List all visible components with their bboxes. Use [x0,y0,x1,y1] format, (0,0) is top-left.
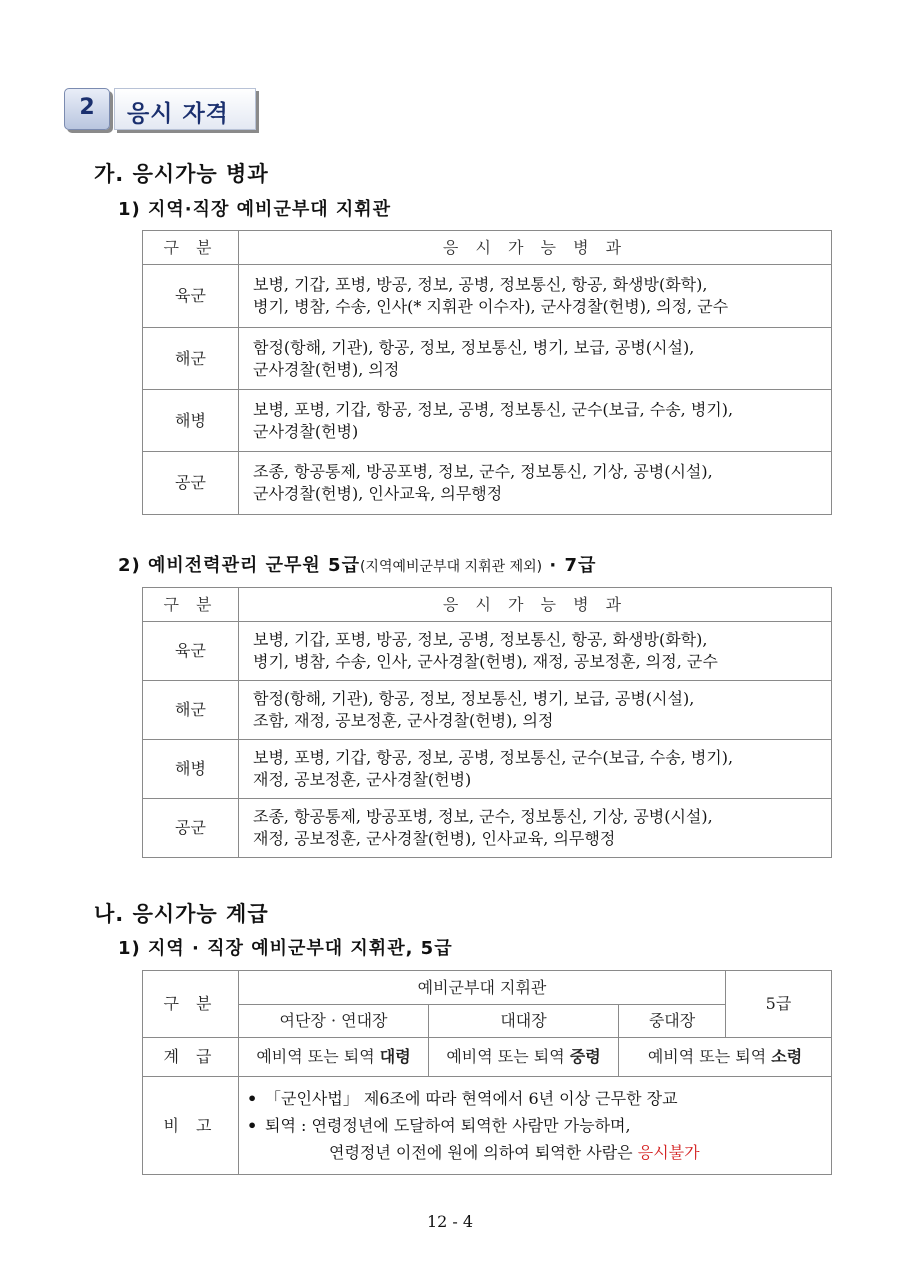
branch-list [239,681,832,740]
table-row [143,740,832,799]
branch-label: 해병 [143,740,239,799]
table3-sub-header-battalion: 대대장 [429,1005,619,1038]
rank-prefix: 예비역 또는 퇴역 [647,1047,772,1066]
branch-line: 병기, 병참, 수송, 인사, 군사경찰(헌병), 재정, 공보정훈, 의정, 군수 [253,652,718,671]
table3-col-header-category: 구 분 [143,971,239,1038]
branch-line: 재정, 공보정훈, 군사경찰(헌병), 인사교육, 의무행정 [253,829,616,848]
note-text: 「군인사법」 제6조에 따라 현역에서 6년 이상 근무한 장교 [265,1089,678,1108]
note-highlight: 응시불가 [637,1143,700,1162]
subsection-b-heading: 나. 응시가능 계급 [94,902,269,926]
table2-col-header-category: 구 분 [143,588,239,622]
subsection-a-heading: 가. 응시가능 병과 [94,162,269,186]
table-row [143,390,832,452]
table-row [143,681,832,740]
table2-heading-main: 2) 예비전력관리 군무원 5급 [118,555,360,576]
note-label: 비 고 [143,1077,239,1175]
branch-line: 병기, 병참, 수송, 인사(* 지휘관 이수자), 군사경찰(헌병), 의정, 군수 [253,297,729,316]
list-item [247,1085,830,1112]
section-number-box [64,88,110,130]
branch-line: 함정(항해, 기관), 항공, 정보, 정보통신, 병기, 보급, 공병(시설), [253,689,695,708]
table1-col-header-category: 구 분 [143,231,239,265]
table3-group-header: 예비군부대 지휘관 [239,971,726,1005]
table-row [143,799,832,858]
bullet-icon: • [247,1116,258,1135]
branch-line: 재정, 공보정훈, 군사경찰(헌병) [253,770,472,789]
branch-line: 보병, 기갑, 포병, 방공, 정보, 공병, 정보통신, 항공, 화생방(화학), [253,275,708,294]
table3-sub-header-brigade: 여단장 · 연대장 [239,1005,429,1038]
table1-heading: 1) 지역·직장 예비군부대 지휘관 [118,199,392,220]
branch-line: 보병, 포병, 기갑, 항공, 정보, 공병, 정보통신, 군수(보급, 수송, 병기), [253,748,734,767]
branch-list [239,799,832,858]
table-row [143,452,832,515]
rank-prefix: 예비역 또는 퇴역 [256,1047,380,1066]
table2-col-header-branches: 응 시 가 능 병 과 [239,588,832,622]
rank-prefix: 예비역 또는 퇴역 [446,1047,570,1066]
branch-line: 함정(항해, 기관), 항공, 정보, 정보통신, 병기, 보급, 공병(시설), [253,337,695,357]
rank-value: 소령 [771,1047,803,1066]
branch-line: 조종, 항공통제, 방공포병, 정보, 군수, 정보통신, 기상, 공병(시설), [253,807,713,826]
page-number: 12 - 4 [426,1212,474,1231]
branch-line: 조함, 재정, 공보정훈, 군사경찰(헌병), 의정 [253,711,554,730]
rank-label: 계 급 [143,1038,239,1077]
branch-label: 육군 [143,622,239,681]
table-row [143,1038,832,1077]
branch-line: 보병, 포병, 기갑, 항공, 정보, 공병, 정보통신, 군수(보급, 수송, 병기), [253,399,734,419]
rank-cell-brigade [239,1038,429,1077]
branch-label: 해군 [143,328,239,390]
note-text: 연령정년 이전에 원에 의하여 퇴역한 사람은 [329,1143,638,1162]
rank-value: 대령 [379,1047,411,1066]
table1 [142,230,832,515]
branch-list [239,328,832,390]
branch-label: 공군 [143,452,239,515]
table2-heading-tail: · 7급 [542,555,597,576]
branch-line: 보병, 기갑, 포병, 방공, 정보, 공병, 정보통신, 항공, 화생방(화학), [253,630,708,649]
branch-label: 육군 [143,265,239,328]
branch-list [239,622,832,681]
branch-label: 해병 [143,390,239,452]
section-title: 응시 자격 [127,101,229,127]
branch-line: 군사경찰(헌병), 의정 [253,359,400,379]
branch-line: 군사경찰(헌병) [253,421,359,441]
section-title-box [114,88,256,130]
branch-list [239,740,832,799]
note-text: 퇴역 : 연령정년에 도달하여 퇴역한 사람만 가능하며, [265,1116,631,1135]
table3-heading: 1) 지역 · 직장 예비군부대 지휘관, 5급 [118,938,453,959]
rank-cell-company-grade5 [619,1038,832,1077]
branch-list [239,265,832,328]
rank-cell-battalion [429,1038,619,1077]
table2-heading [118,551,596,577]
section-number: 2 [79,95,95,120]
notes-cell [239,1077,832,1175]
branch-label: 해군 [143,681,239,740]
table2-heading-note: (지역예비군부대 지휘관 제외) [359,559,543,575]
table3 [142,970,832,1175]
table-row [143,1077,832,1175]
table2 [142,587,832,858]
table3-sub-header-company: 중대장 [619,1005,726,1038]
table-row [143,328,832,390]
notes-list [247,1085,830,1166]
branch-line: 조종, 항공통제, 방공포병, 정보, 군수, 정보통신, 기상, 공병(시설), [253,462,713,481]
bullet-icon: • [247,1089,258,1108]
list-item [247,1112,830,1139]
branch-line: 군사경찰(헌병), 인사교육, 의무행정 [253,484,503,503]
table1-col-header-branches: 응 시 가 능 병 과 [239,231,832,265]
list-item [247,1139,830,1166]
table-row [143,622,832,681]
branch-label: 공군 [143,799,239,858]
branch-list [239,390,832,452]
table-row [143,265,832,328]
branch-list [239,452,832,515]
rank-value: 중령 [569,1047,601,1066]
table3-col-header-grade5: 5급 [726,971,832,1038]
